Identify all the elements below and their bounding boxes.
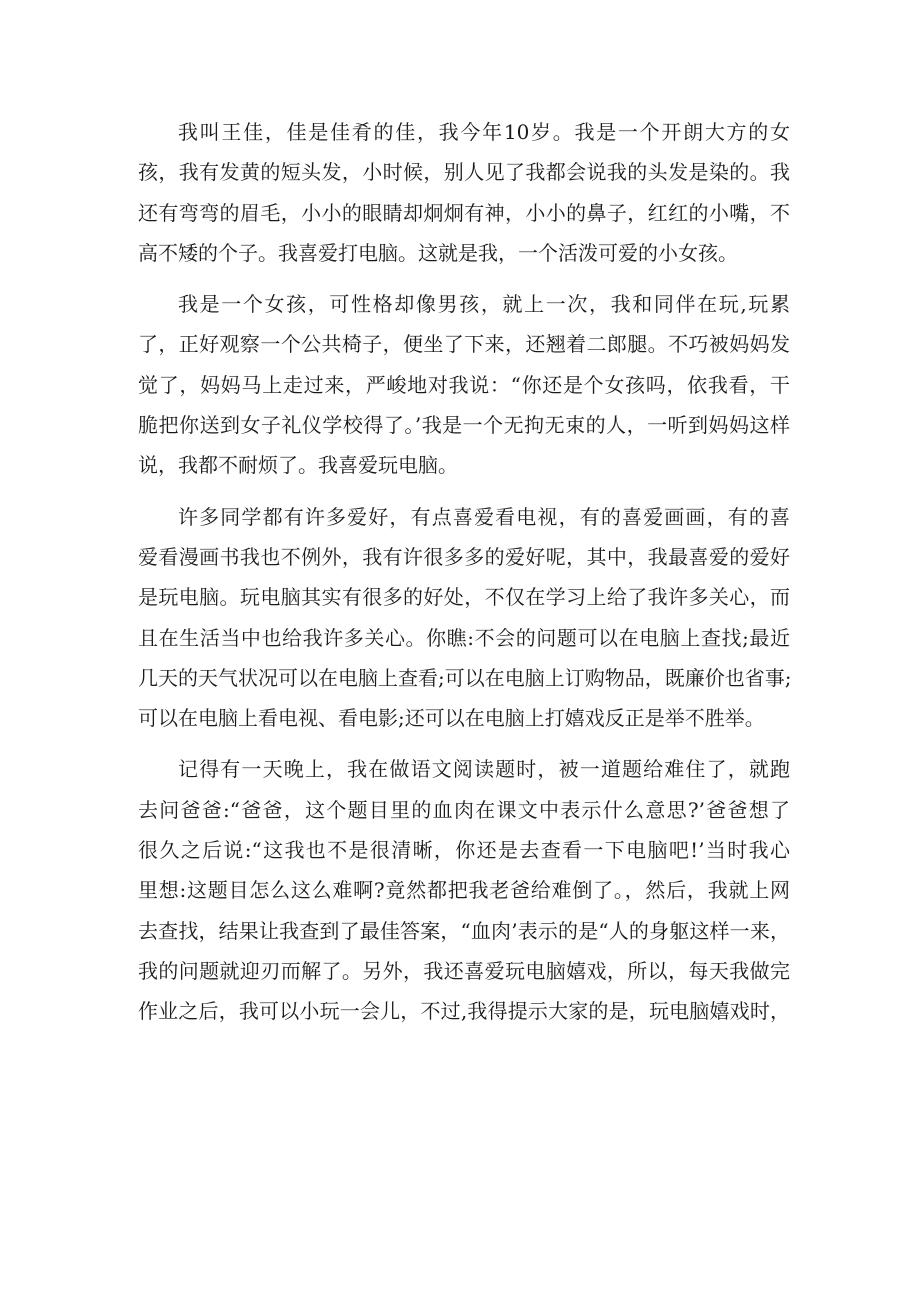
text-line: 我是一个女孩，可性格却像男孩，就上一次，我和同伴在玩,玩累 — [178, 292, 790, 317]
paragraph-2 — [138, 284, 790, 485]
text-line: 许多同学都有许多爱好，有点喜爱看电视，有的喜爱画画，有的喜 — [178, 504, 790, 529]
text-line: 去查找，结果让我查到了最佳答案，“血肉’表示的是“人的身躯这样一来， — [138, 918, 790, 943]
text-line: 我的问题就迎刃而解了。另外，我还喜爱玩电脑嬉戏，所以，每天我做完 — [138, 958, 790, 983]
text-line: 作业之后，我可以小玩一会儿，不过,我得提示大家的是，玩电脑嬉戏时， — [138, 999, 790, 1024]
text-line: 里想:这题目怎么这么难啊?竟然都把我老爸给难倒了。，然后，我就上网 — [138, 878, 790, 903]
text-line: 去问爸爸:“爸爸，这个题目里的血肉在课文中表示什么意思?’爸爸想了 — [138, 797, 790, 822]
text-line: 觉了，妈妈马上走过来，严峻地对我说：“你还是个女孩吗，依我看，干 — [138, 372, 790, 397]
text-line: 我叫王佳，佳是佳肴的佳，我今年10岁。我是一个开朗大方的女 — [178, 120, 790, 144]
text-line: 了，正好观察一个公共椅子，便坐了下来，还翘着二郎腿。不巧被妈妈发 — [138, 332, 790, 357]
text-line: 还有弯弯的眉毛，小小的眼睛却炯炯有神，小小的鼻子，红红的小嘴，不 — [138, 200, 790, 225]
paragraph-3 — [138, 497, 790, 739]
text-line: 且在生活当中也给我许多关心。你瞧:不会的问题可以在电脑上查找;最近 — [138, 625, 790, 650]
text-line: 可以在电脑上看电视、看电影;还可以在电脑上打嬉戏反正是举不胜举。 — [138, 706, 765, 731]
document-body — [138, 112, 790, 1032]
text-line: 高不矮的个子。我喜爱打电脑。这就是我，一个活泼可爱的小女孩。 — [138, 240, 738, 265]
text-line: 记得有一天晚上，我在做语文阅读题时，被一道题给难住了，就跑 — [178, 757, 790, 782]
text-line: 说，我都不耐烦了。我喜爱玩电脑。 — [138, 453, 458, 478]
text-line: 孩，我有发黄的短头发，小时候，别人见了我都会说我的头发是染的。我 — [138, 160, 790, 185]
paragraph-4 — [138, 749, 790, 1031]
text-line: 脆把你送到女子礼仪学校得了。’我是一个无拘无束的人，一听到妈妈这样 — [138, 413, 790, 438]
text-line: 几天的天气状况可以在电脑上查看;可以在电脑上订购物品，既廉价也省事; — [138, 665, 792, 690]
text-line: 是玩电脑。玩电脑其实有很多的好处，不仅在学习上给了我许多关心，而 — [138, 585, 790, 610]
paragraph-1 — [138, 112, 790, 273]
text-line: 很久之后说:“这我也不是很清晰，你还是去查看一下电脑吧!’当时我心 — [138, 838, 790, 863]
text-line: 爱看漫画书我也不例外，我有许很多多的爱好呢，其中，我最喜爱的爱好 — [138, 544, 790, 569]
